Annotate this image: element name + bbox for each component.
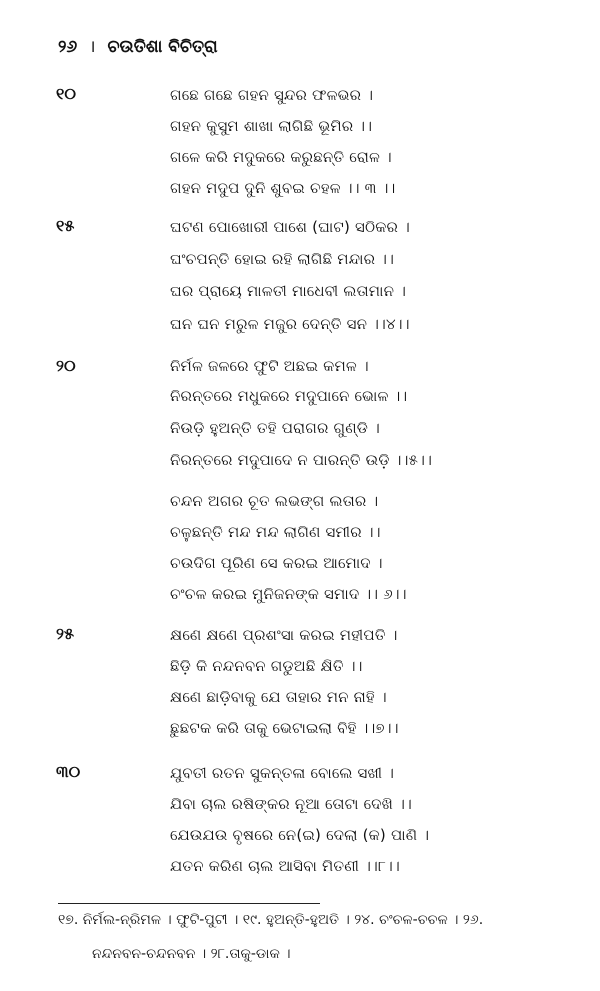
verse-line: ଯୁବତୀ ରତନ ସୁକନ୍ତଳା ବୋଲେ ସଖୀ । <box>170 764 395 782</box>
verse-line: ଯତନ କରିଣ ଚାଲ ଆସିବା ମିତଣୀ ।।୮।। <box>170 857 400 875</box>
verse-line: ଗହନ ମଦୁପ ଦୁନି ଶୁବଇ ଚହଳ ।। ୩ ।। <box>170 179 396 197</box>
verse-line: ଚନ୍ଦନ ଅଗର ଚୂତ ଲଭଙ୍ଗ ଲତାର । <box>170 492 379 510</box>
verse-line: ଛିଡ଼ି କି ନନ୍ଦନବନ ଗଡୁଅଛି କ୍ଷିତି ।। <box>170 657 363 675</box>
verse-line: ନିର୍ମଳ ଜଳରେ ଫୁଟି ଅଛଇ କମଳ । <box>170 357 369 375</box>
verse-line: ଘନ ଘନ ମରୁଳ ମଜୁର ଦେନ୍ତି ସନ ।।୪।। <box>170 315 410 333</box>
verse-line: ଗଛେ ଗଛେ ଗହନ ସୁନ୍ଦର ଫଳଭର । <box>170 86 374 104</box>
verse-line: ଗହନ କୁସୁମ ଶାଖା ଲାଗିଛି ଭୂମିର ।। <box>170 117 373 135</box>
verse-line: ଯିବା ଚାଲ ରଷିଙ୍କର ନୂଆ ତୋଟା ଦେଖି ।। <box>170 795 412 813</box>
verse-line: ଘଂଚପନ୍ତି ହୋଇ ରହି ଲାଗିଛି ମନ୍ଦାର ।। <box>170 250 395 268</box>
verse-line: ଛୁଛଟକ କରି ତାକୁ ଭେଟାଇଲା ବିହି ।।୭।। <box>170 719 399 737</box>
verse-line: ଚଂଚଳ କରଇ ମୁନିଜନଙ୍କ ସମାଦ ।। ୬।। <box>170 585 407 603</box>
verse-line: ନିଉଡ଼ି ହୁଅନ୍ତି ତହି ପରାଗର ଗୁଣ୍ଡି । <box>170 419 380 437</box>
book-title: ଚଉତିଶା ବିଚିତ୍ରା <box>107 37 218 57</box>
verse-line: ନିରନ୍ତରେ ମଧୁକରେ ମଦୁପାନେ ଭୋଳ ।। <box>170 387 408 405</box>
verse-line: ଚଳୁଛନ୍ତି ମନ୍ଦ ମନ୍ଦ ଲାଗିଣ ସମୀର ।। <box>170 523 381 541</box>
line-number: ୩୦ <box>56 762 81 781</box>
verse-line: ଘଟଣ ପୋଖୋରୀ ପାଶେ (ଘାଟ) ସଠିକର । <box>170 218 411 236</box>
verse-line: ଘର ପ୍ରାୟେ ମାଳତୀ ମାଧେବୀ ଲତାମାନ । <box>170 282 407 300</box>
verse-line: ଗଳେ କରି ମଦୁକରେ କରୁଛନ୍ତି ରୋଳ । <box>170 148 392 166</box>
line-number: ୧୫ <box>56 216 75 235</box>
verse-line: ଚଉଦିଗ ପୂରିଣ ସେ କରଇ ଆମୋଦ । <box>170 554 383 572</box>
line-number: ୨୫ <box>56 624 74 643</box>
page-number: ୨୬ <box>58 37 78 57</box>
footnote-divider <box>58 903 320 904</box>
verse-line: ଯେଉଯଉ ବୃଷରେ ନେ(ଇ) ଦେଲା (କ) ପାଣି । <box>170 826 430 844</box>
verse-line: କ୍ଷଣେ ଛାଡ଼ିବାକୁ ଯେ ତାହାର ମନ ନାହି । <box>170 688 387 706</box>
footnote-line: ନନ୍ଦନବନ-ଚନ୍ଦନବନ । ୨୮.ତାକୁ-ଡାକ । <box>92 946 291 962</box>
page-header <box>58 34 218 57</box>
header-separator: । <box>89 37 96 57</box>
footnote-line: ୧୭. ନିର୍ମଲ-ନ୍ରିମଳ । ଫୁଟି-ପୁଟୀ । ୧୯. ହୁଅନ୍ତି-ହୁଅତି । ୨୪. ଚଂଚଳ-ଚଚଳ । ୨୬. <box>58 912 484 928</box>
line-number: ୨୦ <box>56 356 76 375</box>
verse-line: ନିରନ୍ତରେ ମଦୁପାଦେ ନ ପାରନ୍ତି ଉଡ଼ି ।।୫।। <box>170 451 433 469</box>
line-number: ୧୦ <box>56 84 76 103</box>
verse-line: କ୍ଷଣେ କ୍ଷଣେ ପ୍ରଶଂସା କରଇ ମହୀପତି । <box>170 626 398 644</box>
